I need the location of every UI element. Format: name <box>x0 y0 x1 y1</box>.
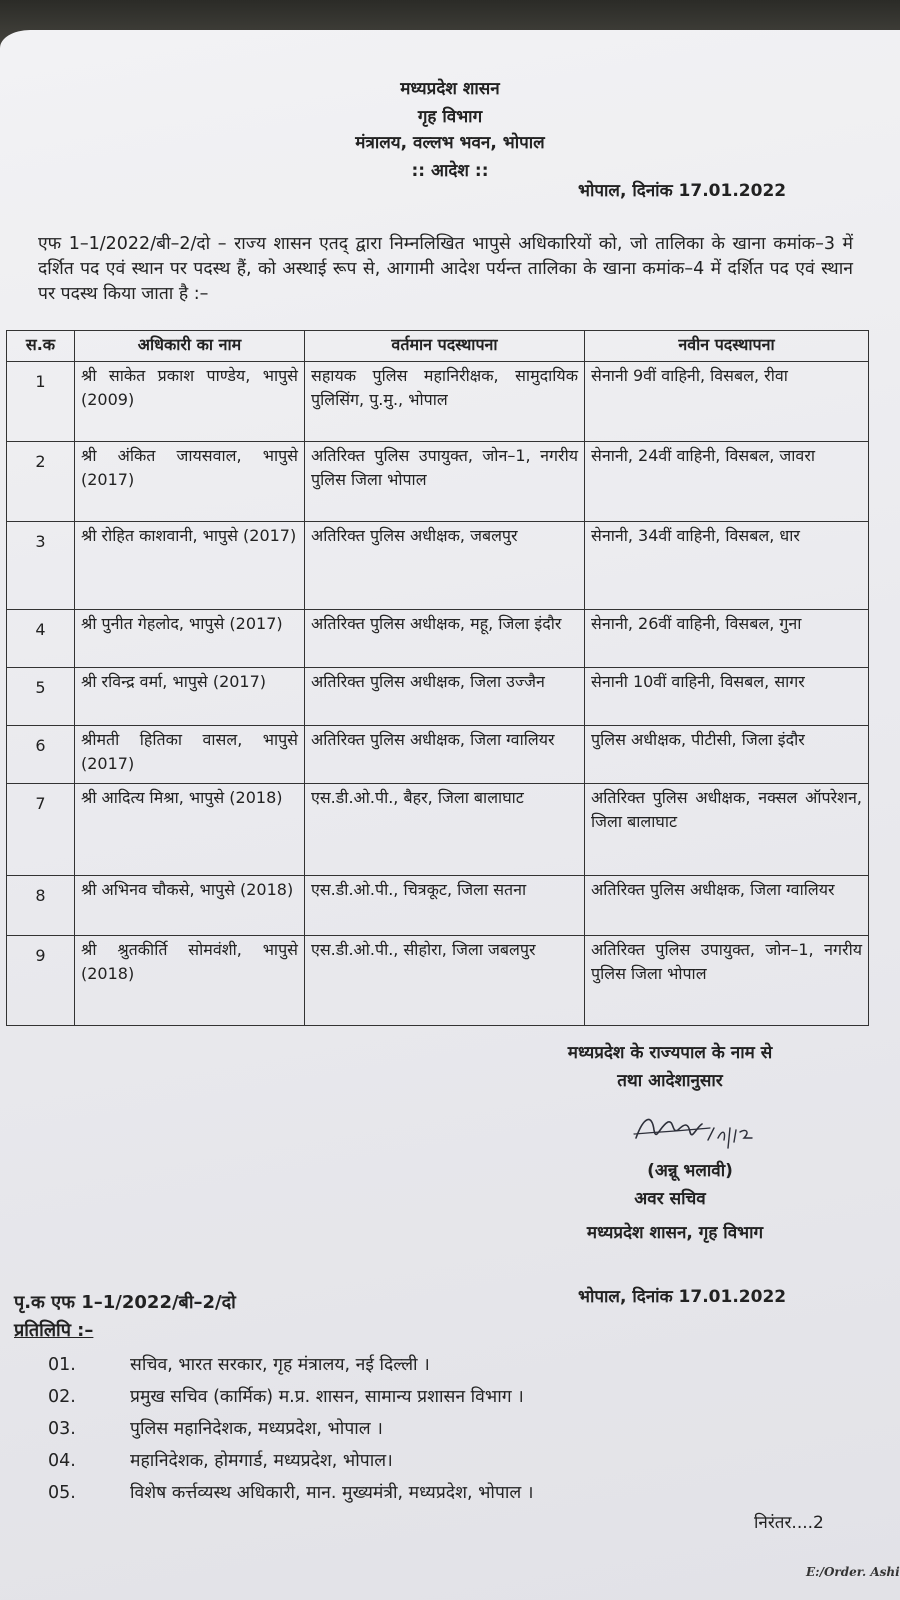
serial-cell: 6 <box>7 726 75 784</box>
new-posting-cell: सेनानी, 26वीं वाहिनी, विसबल, गुना <box>585 610 869 668</box>
new-posting-cell: पुलिस अधीक्षक, पीटीसी, जिला इंदौर <box>585 726 869 784</box>
new-posting-cell: सेनानी, 34वीं वाहिनी, विसबल, धार <box>585 522 869 610</box>
copy-number: 05. <box>48 1483 76 1503</box>
table-row <box>7 784 869 876</box>
signatory-department: मध्यप्रदेश शासन, गृह विभाग <box>586 1223 764 1243</box>
serial-cell: 7 <box>7 784 75 876</box>
serial-cell: 9 <box>7 936 75 1026</box>
file-path-note: E:/Order. Ashi <box>806 1565 900 1579</box>
handwritten-signature <box>630 1108 760 1160</box>
serial-cell: 3 <box>7 522 75 610</box>
new-posting-cell: अतिरिक्त पुलिस अधीक्षक, जिला ग्वालियर <box>585 876 869 936</box>
copy-number: 02. <box>48 1387 76 1407</box>
header-government: मध्यप्रदेश शासन <box>400 79 500 99</box>
authority-line-1: मध्यप्रदेश के राज्यपाल के नाम से <box>567 1043 773 1063</box>
current-posting-cell: अतिरिक्त पुलिस अधीक्षक, जबलपुर <box>305 522 585 610</box>
officer-name-cell: श्रीमती हितिका वासल, भापुसे (2017) <box>75 726 305 784</box>
current-posting-cell: अतिरिक्त पुलिस अधीक्षक, जिला उज्जैन <box>305 668 585 726</box>
table-row <box>7 442 869 522</box>
current-posting-cell: एस.डी.ओ.पी., बैहर, जिला बालाघाट <box>305 784 585 876</box>
table-row <box>7 936 869 1026</box>
new-posting-cell: सेनानी 9वीं वाहिनी, विसबल, रीवा <box>585 362 869 442</box>
column-header-new-posting: नवीन पदस्थापना <box>585 331 869 362</box>
current-posting-cell: एस.डी.ओ.पी., सीहोरा, जिला जबलपुर <box>305 936 585 1026</box>
officer-name-cell: श्री रोहित काशवानी, भापुसे (2017) <box>75 522 305 610</box>
current-posting-cell: अतिरिक्त पुलिस अधीक्षक, जिला ग्वालियर <box>305 726 585 784</box>
copy-text: सचिव, भारत सरकार, गृह मंत्रालय, नई दिल्ली । <box>130 1355 430 1375</box>
header-order-title: :: आदेश :: <box>411 161 489 181</box>
authority-line-2: तथा आदेशानुसार <box>617 1071 723 1091</box>
table-header-row <box>7 331 869 362</box>
officer-name-cell: श्री श्रुतकीर्ति सोमवंशी, भापुसे (2018) <box>75 936 305 1026</box>
signatory-designation: अवर सचिव <box>634 1189 706 1209</box>
new-posting-cell: सेनानी 10वीं वाहिनी, विसबल, सागर <box>585 668 869 726</box>
table-row <box>7 668 869 726</box>
endorsement-date: भोपाल, दिनांक 17.01.2022 <box>578 1287 787 1307</box>
officer-name-cell: श्री अंकित जायसवाल, भापुसे (2017) <box>75 442 305 522</box>
table-row <box>7 362 869 442</box>
order-date: भोपाल, दिनांक 17.01.2022 <box>578 181 787 201</box>
serial-cell: 5 <box>7 668 75 726</box>
copy-text: विशेष कर्त्तव्यस्थ अधिकारी, मान. मुख्यमंत्री, मध्यप्रदेश, भोपाल । <box>130 1483 534 1503</box>
current-posting-cell: अतिरिक्त पुलिस अधीक्षक, महू, जिला इंदौर <box>305 610 585 668</box>
table-row <box>7 522 869 610</box>
table-row <box>7 726 869 784</box>
copy-text: प्रमुख सचिव (कार्मिक) म.प्र. शासन, सामान्य प्रशासन विभाग । <box>130 1387 524 1407</box>
column-header-current-posting: वर्तमान पदस्थापना <box>305 331 585 362</box>
table-row <box>7 876 869 936</box>
serial-cell: 1 <box>7 362 75 442</box>
column-header-serial: स.क <box>7 331 75 362</box>
serial-cell: 2 <box>7 442 75 522</box>
order-paragraph: एफ 1–1/2022/बी–2/दो – राज्य शासन एतद् द्वारा निम्नलिखित भापुसे अधिकारियों को, जो तालिका के खाना कमांक–3 में दर्शित पद एवं स्थान पर पदस्थ हैं, को अस्थाई रूप से, आगामी आदेश पर्यन्त तालिका के खाना कमांक–4 में दर्शित पद एवं स्थान पर पदस्थ किया जाता है :– <box>38 234 853 304</box>
signatory-name: (अन्नू भलावी) <box>647 1161 733 1181</box>
serial-cell: 4 <box>7 610 75 668</box>
copy-recipient <box>48 1448 393 1472</box>
copy-text: पुलिस महानिदेशक, मध्यप्रदेश, भोपाल । <box>130 1419 383 1439</box>
officer-name-cell: श्री साकेत प्रकाश पाण्डेय, भापुसे (2009) <box>75 362 305 442</box>
copy-recipient <box>48 1352 430 1376</box>
copy-recipient <box>48 1384 524 1408</box>
copy-number: 03. <box>48 1419 76 1439</box>
copy-number: 04. <box>48 1451 76 1471</box>
current-posting-cell: एस.डी.ओ.पी., चित्रकूट, जिला सतना <box>305 876 585 936</box>
continued-marker: निरंतर....2 <box>754 1513 824 1533</box>
current-posting-cell: सहायक पुलिस महानिरीक्षक, सामुदायिक पुलिसिंग, पु.मु., भोपाल <box>305 362 585 442</box>
officer-name-cell: श्री आदित्य मिश्रा, भापुसे (2018) <box>75 784 305 876</box>
serial-cell: 8 <box>7 876 75 936</box>
new-posting-cell: अतिरिक्त पुलिस उपायुक्त, जोन–1, नगरीय पुलिस जिला भोपाल <box>585 936 869 1026</box>
officer-name-cell: श्री रविन्द्र वर्मा, भापुसे (2017) <box>75 668 305 726</box>
new-posting-cell: सेनानी, 24वीं वाहिनी, विसबल, जावरा <box>585 442 869 522</box>
copy-recipient <box>48 1416 383 1440</box>
header-address: मंत्रालय, वल्लभ भवन, भोपाल <box>355 133 545 153</box>
current-posting-cell: अतिरिक्त पुलिस उपायुक्त, जोन–1, नगरीय पुलिस जिला भोपाल <box>305 442 585 522</box>
posting-table <box>6 330 869 1026</box>
officer-name-cell: श्री अभिनव चौकसे, भापुसे (2018) <box>75 876 305 936</box>
officer-name-cell: श्री पुनीत गेहलोद, भापुसे (2017) <box>75 610 305 668</box>
copy-number: 01. <box>48 1355 76 1375</box>
copy-recipient <box>48 1480 533 1504</box>
header-department: गृह विभाग <box>417 107 483 127</box>
new-posting-cell: अतिरिक्त पुलिस अधीक्षक, नक्सल ऑपरेशन, जिला बालाघाट <box>585 784 869 876</box>
copy-text: महानिदेशक, होमगार्ड, मध्यप्रदेश, भोपाल। <box>130 1451 393 1471</box>
endorsement-reference: पृ.क एफ 1–1/2022/बी–2/दो <box>14 1292 236 1313</box>
table-row <box>7 610 869 668</box>
copy-to-label: प्रतिलिपि :– <box>14 1320 94 1341</box>
column-header-officer-name: अधिकारी का नाम <box>75 331 305 362</box>
